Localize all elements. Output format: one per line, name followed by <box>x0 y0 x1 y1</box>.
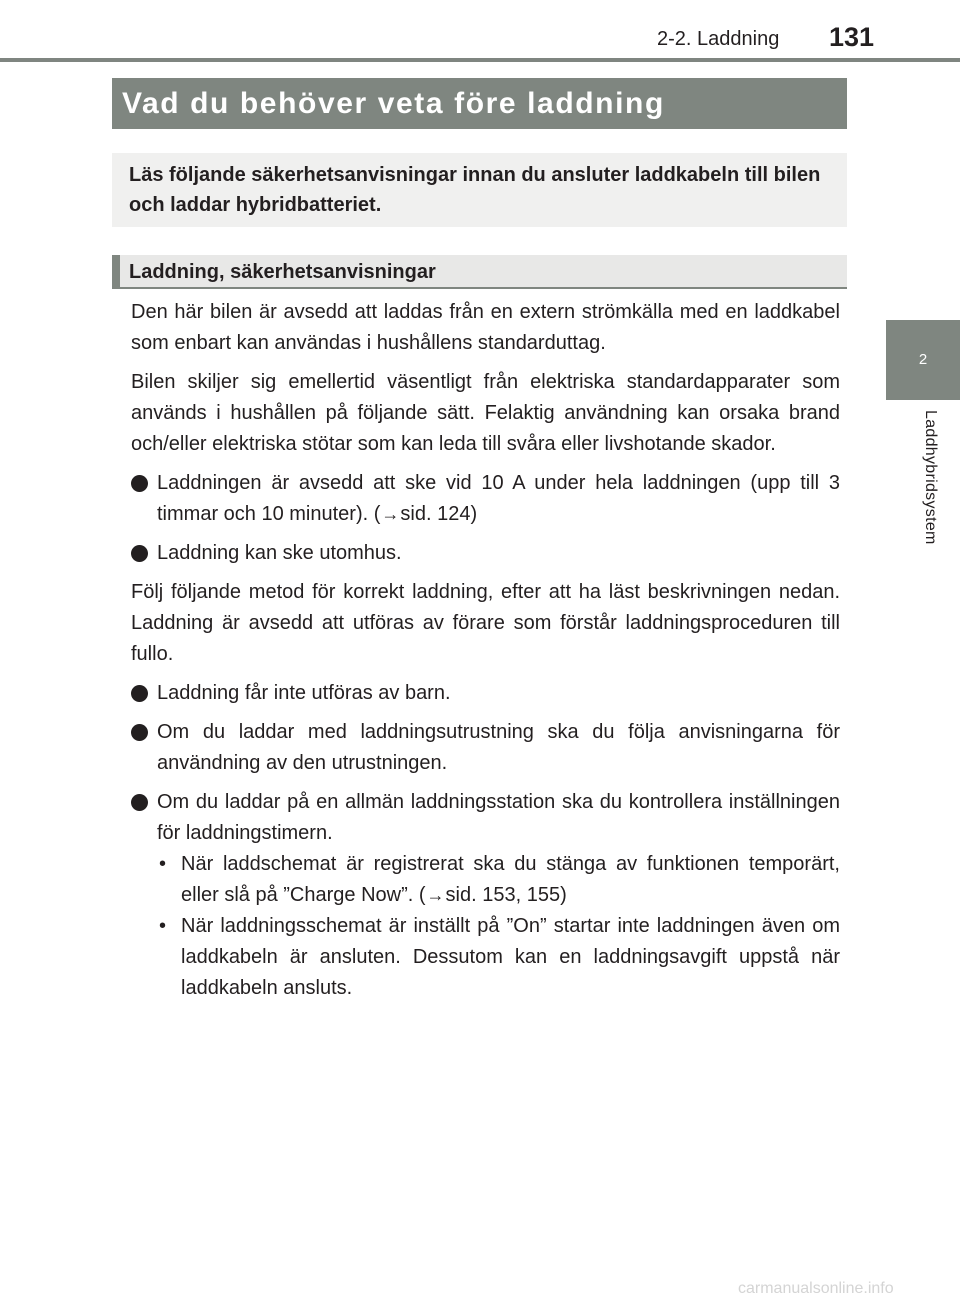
sub-bullet-mark: • <box>159 853 167 875</box>
page-title-bar <box>112 78 847 129</box>
header-rule <box>0 58 960 62</box>
paragraph-3: Följ följande metod för korrekt laddning, efter att ha läst beskrivningen nedan. Laddning är avsedd att utföras av förare som förstår laddningsproceduren till fullo. <box>131 581 840 665</box>
bullet-dot-icon <box>131 724 148 741</box>
bullet-dot-icon <box>131 545 148 562</box>
subheading-text: Laddning, säkerhetsanvisningar <box>129 261 436 283</box>
list-item <box>131 717 840 779</box>
bullet-text: Laddning kan ske utomhus. <box>157 542 402 564</box>
watermark: carmanualsonline.info <box>738 1280 894 1297</box>
list-item <box>131 538 840 569</box>
bullet-text: Laddningen är avsedd att ske vid 10 A under hela laddningen (upp till 3 timmar och 10 minuter). ( <box>157 472 840 525</box>
sub-bullet-text: När laddschemat är registrerat ska du stänga av funktionen temporärt, eller slå på ”Charge Now”. ( <box>181 853 840 906</box>
arrow-right-icon: → <box>426 885 445 905</box>
list-item <box>131 678 840 709</box>
paragraph-1: Den här bilen är avsedd att laddas från en extern strömkälla med en laddkabel som enbart kan användas i hushållens standarduttag. <box>131 301 840 354</box>
page-reference-link[interactable]: sid. 153, 155) <box>445 884 567 906</box>
arrow-right-icon: → <box>381 504 400 524</box>
chapter-label: Laddhybridsystem <box>922 410 939 545</box>
page-number: 131 <box>829 22 875 52</box>
bullet-dot-icon <box>131 685 148 702</box>
bullet-dot-icon <box>131 794 148 811</box>
section-label: 2-2. Laddning <box>657 28 780 50</box>
page-title: Vad du behöver veta före laddning <box>122 87 665 120</box>
paragraph-2: Bilen skiljer sig emellertid väsentligt från elektriska standardapparater som används i hushållen på följande sätt. Felaktig användning kan orsaka brand och/eller elektriska stötar som kan leda till svåra eller livshotande skador. <box>131 371 840 455</box>
bullet-text: Laddning får inte utföras av barn. <box>157 682 451 704</box>
sub-bullet-mark: • <box>159 915 167 937</box>
section-subheading <box>112 255 847 289</box>
page-reference-link[interactable]: sid. 124) <box>400 503 478 525</box>
body-text <box>131 297 840 1004</box>
bullet-dot-icon <box>131 475 148 492</box>
sub-list-item <box>131 911 840 1004</box>
bullet-text: Om du laddar med laddningsutrustning ska du följa anvisningarna för användning av den utrustningen. <box>157 721 840 774</box>
list-item <box>131 468 840 530</box>
intro-box: Läs följande säkerhetsanvisningar innan du ansluter laddkabeln till bilen och laddar hybridbatteriet. <box>112 153 847 227</box>
list-item <box>131 787 840 849</box>
sub-list-item <box>131 849 840 911</box>
sub-bullet-text: När laddningsschemat är inställt på ”On” startar inte laddningen även om laddkabeln är ansluten. Dessutom kan en laddningsavgift uppstå när laddkabeln ansluts. <box>181 915 840 999</box>
bullet-text: Om du laddar på en allmän laddningsstation ska du kontrollera inställningen för laddningstimern. <box>157 791 840 844</box>
chapter-tab: 2 <box>886 320 960 400</box>
